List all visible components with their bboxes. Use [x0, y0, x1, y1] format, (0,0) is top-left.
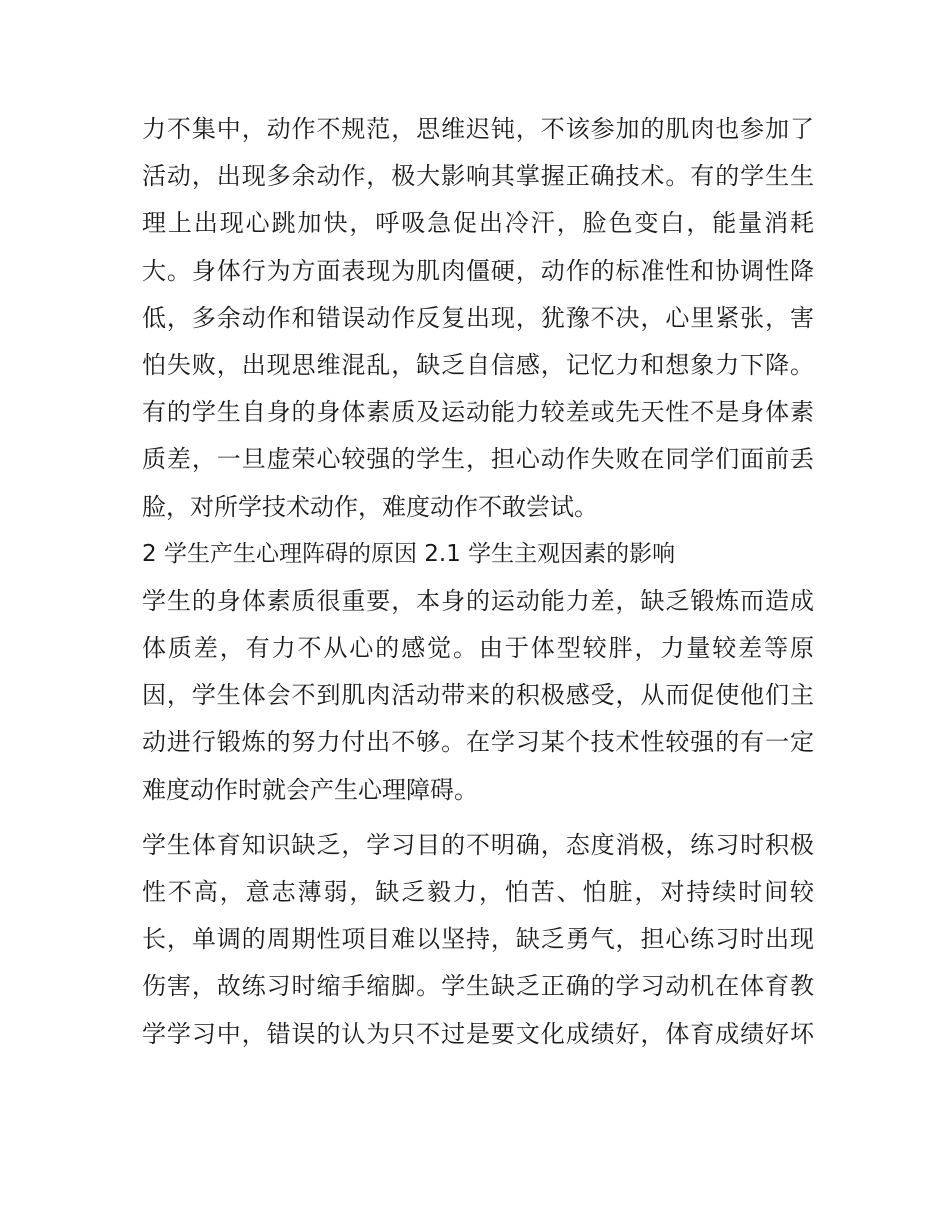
text-line: 学生的身体素质很重要，本身的运动能力差，缺乏锻炼而造成 [142, 586, 814, 615]
paragraph-2 [142, 578, 814, 814]
paragraph-3 [142, 822, 814, 1058]
text-line: 质差，一旦虚荣心较强的学生，担心动作失败在同学们面前丢 [142, 445, 814, 474]
text-line: 怕失败，出现思维混乱，缺乏自信感，记忆力和想象力下降。 [142, 350, 814, 379]
text-line: 长，单调的周期性项目难以坚持，缺乏勇气，担心练习时出现 [142, 925, 814, 954]
paragraph-1 [142, 106, 814, 531]
text-line: 理上出现心跳加快，呼吸急促出冷汗，脸色变白，能量消耗 [142, 209, 814, 238]
text-line: 学学习中，错误的认为只不过是要文化成绩好，体育成绩好坏 [142, 1019, 814, 1048]
text-line: 活动，出现多余动作，极大影响其掌握正确技术。有的学生生 [142, 162, 814, 191]
text-line: 因，学生体会不到肌肉活动带来的积极感受，从而促使他们主 [142, 681, 814, 710]
text-line: 难度动作时就会产生心理障碍。 [142, 775, 478, 804]
text-line: 大。身体行为方面表现为肌肉僵硬，动作的标准性和协调性降 [142, 256, 814, 285]
text-line: 低，多余动作和错误动作反复出现，犹豫不决，心里紧张，害 [142, 303, 814, 332]
text-line: 学生体育知识缺乏，学习目的不明确，态度消极，练习时积极 [142, 830, 814, 859]
text-line: 脸，对所学技术动作，难度动作不敢尝试。 [142, 492, 598, 521]
text-line: 性不高，意志薄弱，缺乏毅力，怕苦、怕脏，对持续时间较 [142, 878, 814, 906]
section-heading: 2 学生产生心理阵碍的原因 2.1 学生主观因素的影响 [142, 540, 676, 567]
text-line: 动进行锻炼的努力付出不够。在学习某个技术性较强的有一定 [142, 728, 814, 757]
text-line: 伤害，故练习时缩手缩脚。学生缺乏正确的学习动机在体育教 [142, 972, 814, 1001]
text-line: 有的学生自身的身体素质及运动能力较差或先天性不是身体素 [142, 398, 814, 427]
paragraph-spacer [142, 814, 814, 822]
text-line: 力不集中，动作不规范，思维迟钝，不该参加的肌肉也参加了 [142, 115, 814, 143]
document-body [142, 106, 814, 1058]
text-line: 体质差，有力不从心的感觉。由于体型较胖，力量较差等原 [142, 634, 814, 663]
